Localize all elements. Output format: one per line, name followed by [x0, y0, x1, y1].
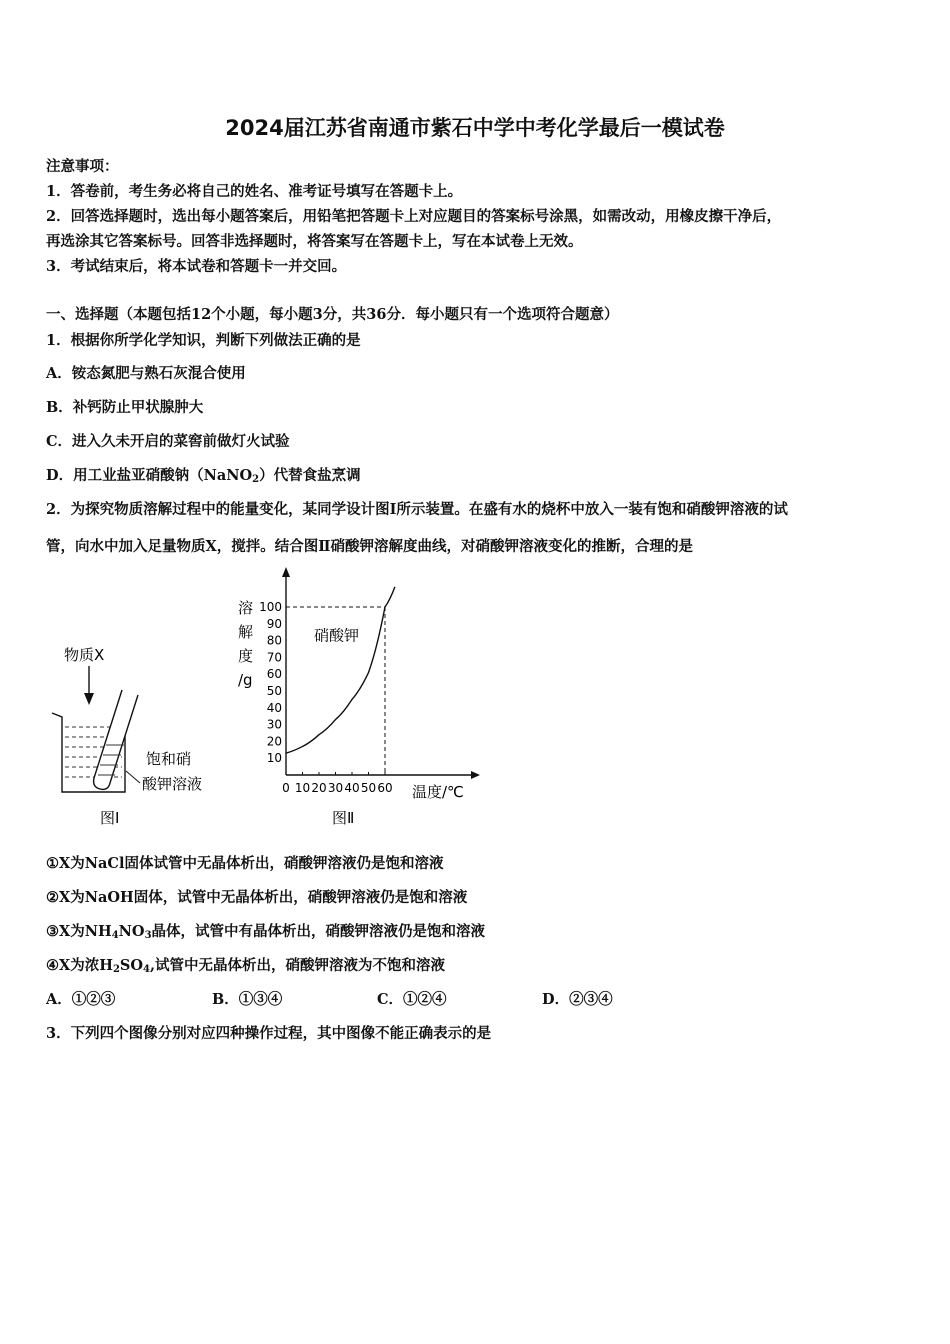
test-tube: [94, 690, 138, 789]
figure-1-apparatus: [52, 646, 202, 827]
question-2-option-c: C．①②④: [377, 991, 447, 1008]
x-tick-label: 60: [377, 781, 393, 795]
figure-group: [40, 565, 480, 840]
series-line-kno3: [286, 587, 395, 753]
pointer-line: [126, 771, 140, 783]
question-3-stem: 3．下列四个图像分别对应四种操作过程，其中图像不能正确表示的是: [46, 1025, 492, 1042]
option-d-text: ）代替食盐烹调: [259, 467, 361, 484]
question-1-option-d: [46, 464, 361, 485]
y-tick-label: 30: [266, 717, 282, 732]
subscript: 2: [252, 474, 260, 485]
x-tick-label: 10: [294, 781, 311, 795]
subscript: 4: [143, 964, 150, 975]
section-heading: 一、选择题（本题包括12个小题，每小题3分，共36分．每小题只有一个选项符合题意）: [46, 306, 619, 323]
notice-heading: 注意事项：: [46, 158, 119, 175]
y-axis-label-char: 解: [238, 623, 254, 641]
x-axis-label: 温度/℃: [412, 783, 464, 801]
question-1-option-a: A．铵态氮肥与熟石灰混合使用: [46, 365, 246, 382]
x-tick-label: 30: [327, 781, 344, 795]
statement-text: ③X为NH: [46, 923, 112, 940]
y-tick-label: 50: [266, 684, 282, 698]
subscript: 2: [112, 964, 120, 975]
x-tick-label: 50: [360, 781, 377, 795]
statement-text: 晶体，试管中有晶体析出，硝酸钾溶液仍是饱和溶液: [151, 923, 486, 940]
question-2-stem-line-1: 2．为探究物质溶解过程中的能量变化，某同学设计图Ⅰ所示装置。在盛有水的烧杯中放入一装有饱和硝酸钾溶液的试: [46, 501, 788, 518]
statement-2: ②X为NaOH固体，试管中无晶体析出，硝酸钾溶液仍是饱和溶液: [46, 889, 468, 906]
y-tick-label: 20: [266, 734, 282, 749]
solubility-chart: [238, 567, 480, 827]
label-substance-x: 物质X: [64, 646, 105, 664]
statement-1: ①X为NaCl固体试管中无晶体析出，硝酸钾溶液仍是饱和溶液: [46, 855, 444, 872]
statement-text: NO: [118, 923, 145, 940]
x-tick-label: 40: [344, 781, 360, 795]
question-1-stem: 1．根据你所学化学知识，判断下列做法正确的是: [46, 332, 361, 349]
figure-2-caption: 图Ⅱ: [332, 809, 355, 827]
y-tick-label: 100: [259, 600, 282, 614]
statement-text: ,试管中无晶体析出，硝酸钾溶液为不饱和溶液: [150, 957, 446, 974]
label-saturated-2: 酸钾溶液: [142, 775, 203, 793]
statement-text: SO: [119, 957, 144, 974]
y-tick-label: 70: [266, 650, 282, 665]
y-tick-label: 40: [266, 700, 282, 715]
statement-4: [46, 954, 445, 975]
figure-1-caption: 图Ⅰ: [100, 809, 120, 827]
notice-item: 3．考试结束后，将本试卷和答题卡一并交回。: [46, 258, 347, 275]
notice-item: 1．答卷前，考生务必将自己的姓名、准考证号填写在答题卡上。: [46, 183, 463, 200]
question-1-option-b: B．补钙防止甲状腺肿大: [46, 399, 204, 416]
y-tick-label: 80: [266, 633, 282, 648]
y-tick-label: 60: [266, 667, 282, 682]
question-2-option-b: B．①③④: [212, 991, 283, 1008]
label-saturated-1: 饱和硝: [146, 750, 192, 768]
y-axis-label-char: 溶: [238, 599, 254, 617]
statement-text: ④X为浓H: [46, 957, 113, 974]
y-axis-arrow-icon: [282, 567, 290, 577]
question-2-stem-line-2: 管，向水中加入足量物质X，搅拌。结合图Ⅱ硝酸钾溶解度曲线，对硝酸钾溶液变化的推断，合理的是: [46, 538, 693, 555]
notice-item: 2．回答选择题时，选出每小题答案后，用铅笔把答题卡上对应题目的答案标号涂黑，如需改动，用橡皮擦干净后，: [46, 208, 782, 225]
question-1-option-c: C．进入久未开启的菜窖前做灯火试验: [46, 433, 290, 450]
x-tick-label: 0: [282, 781, 290, 795]
arrow-down-icon: [84, 693, 94, 705]
y-axis-label-char: /g: [238, 671, 253, 689]
question-2-option-d: D．②③④: [542, 991, 613, 1008]
page-title: 2024届江苏省南通市紫石中学中考化学最后一模试卷: [225, 116, 725, 140]
x-axis-arrow-icon: [471, 771, 480, 779]
series-label: 硝酸钾: [314, 626, 360, 645]
statement-3: [46, 920, 485, 941]
y-axis-label: [238, 599, 253, 689]
subscript: 3: [144, 930, 152, 941]
question-2-option-a: A．①②③: [46, 991, 116, 1008]
y-tick-label: 90: [266, 616, 282, 631]
x-tick-label: 20: [311, 781, 327, 795]
notice-item: 再选涂其它答案标号。回答非选择题时，将答案写在答题卡上，写在本试卷上无效。: [46, 233, 583, 250]
option-d-text: D．用工业盐亚硝酸钠（NaNO: [46, 467, 253, 484]
y-tick-label: 10: [266, 751, 282, 766]
y-axis-label-char: 度: [238, 647, 254, 665]
subscript: 4: [111, 930, 119, 941]
